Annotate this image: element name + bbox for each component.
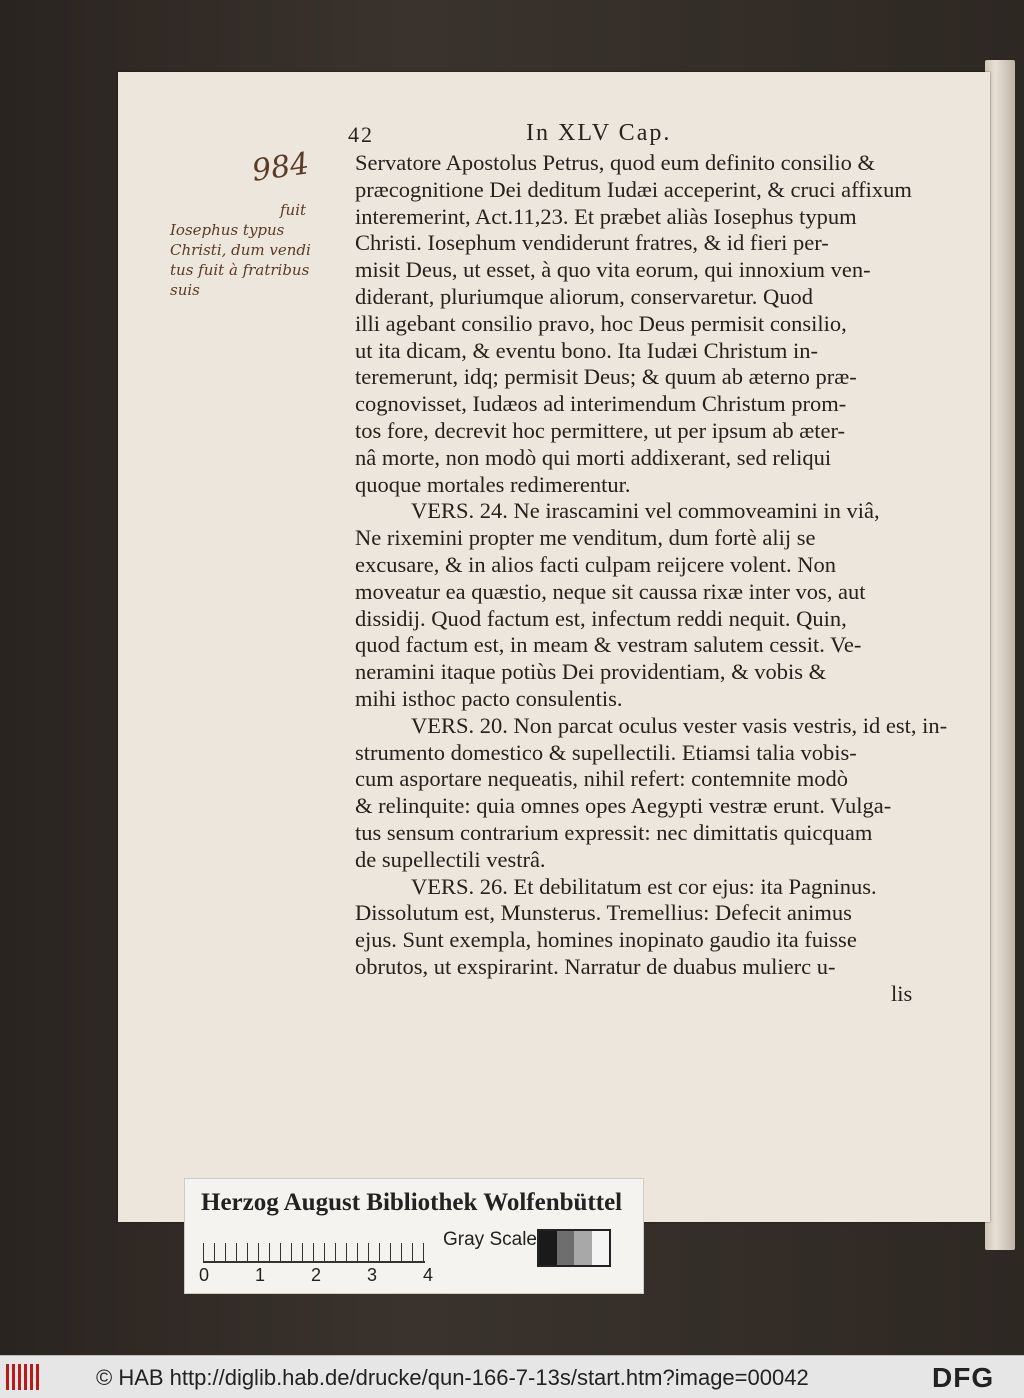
- text-line: ejus. Sunt exempla, homines inopinato gaudio ita fuisse: [355, 927, 857, 953]
- ruler-label: 1: [255, 1265, 266, 1285]
- ruler-label: 4: [423, 1265, 434, 1285]
- text-line: illi agebant consilio pravo, hoc Deus permisit consilio,: [355, 310, 847, 336]
- text-line: quoque mortales redimerentur.: [355, 471, 631, 497]
- source-url[interactable]: © HAB http://diglib.hab.de/drucke/qun-166-7-13s/start.htm?image=00042: [96, 1365, 809, 1390]
- body-text: [355, 150, 948, 1008]
- ruler-label: 3: [367, 1265, 378, 1285]
- text-line: dissidij. Quod factum est, infectum reddi nequit. Quin,: [355, 605, 847, 631]
- gray-swatch: [557, 1231, 575, 1265]
- text-line: mihi isthoc pacto consulentis.: [355, 685, 623, 711]
- text-line: neramini itaque potiùs Dei providentiam, & vobis &: [355, 659, 827, 685]
- text-line: Ne rixemini propter me venditum, dum fortè alij se: [355, 525, 816, 551]
- library-color-card: [184, 1178, 644, 1294]
- page-header: [348, 120, 768, 150]
- text-line: obrutos, ut exspirarint. Narratur de duabus mulierc u-: [355, 953, 836, 979]
- text-line: teremerunt, idq; permisit Deus; & quum ab æterno præ-: [355, 364, 857, 390]
- hab-logo-icon: [6, 1364, 40, 1390]
- text-line: Servatore Apostolus Petrus, quod eum definito consilio &: [355, 150, 875, 175]
- text-line: excusare, & in alios facti culpam reijcere volent. Non: [355, 551, 837, 577]
- annotation-line: Iosephus typus: [170, 221, 285, 239]
- gray-scale-label: Gray Scale: [443, 1229, 537, 1250]
- text-line: cognovisset, Iudæos ad interimendum Christum prom-: [355, 391, 847, 417]
- text-line: de supellectili vestrâ.: [355, 846, 546, 872]
- catchword: lis: [891, 980, 913, 1006]
- gray-swatch: [539, 1231, 557, 1265]
- verse-heading-line: VERS. 24. Ne irascamini vel commoveamini in viâ,: [411, 498, 880, 524]
- footer-bar: [0, 1355, 1024, 1398]
- text-line: strumento domestico & supellectili. Etiamsi talia vobis-: [355, 739, 857, 765]
- gray-scale-swatches: [537, 1229, 611, 1267]
- marginal-annotation: [170, 200, 340, 300]
- text-line: tus sensum contrarium expressit: nec dimittatis quicquam: [355, 819, 873, 845]
- annotation-line: suis: [170, 281, 200, 299]
- annotation-line: Christi, dum vendi: [170, 241, 311, 259]
- gray-swatch: [592, 1231, 610, 1265]
- running-title: In XLV Cap.: [526, 120, 672, 146]
- ruler-label: 0: [199, 1265, 210, 1285]
- text-line: Dissolutum est, Munsterus. Tremellius: Defecit animus: [355, 900, 852, 926]
- page-number: 42: [348, 122, 374, 147]
- text-line: ut ita dicam, & eventu bono. Ita Iudæi Christum in-: [355, 337, 819, 363]
- dfg-logo: DFG: [932, 1362, 995, 1393]
- text-line: cum asportare nequeatis, nihil refert: contemnite modò: [355, 766, 848, 792]
- text-line: interemerint, Act.11,23. Et præbet aliàs Iosephus typum: [355, 203, 857, 229]
- verse-heading-line: VERS. 26. Et debilitatum est cor ejus: ita Pagninus.: [411, 873, 877, 899]
- measurement-ruler: [203, 1231, 425, 1263]
- text-line: moveatur ea quæstio, neque sit caussa rixæ inter vos, aut: [355, 578, 866, 604]
- ruler-label: 2: [311, 1265, 322, 1285]
- marginal-number: 984: [249, 146, 312, 189]
- text-line: præcognitione Dei deditum Iudæi acceperint, & cruci affixum: [355, 176, 912, 202]
- text-line: diderant, pluriumque aliorum, conservaretur. Quod: [355, 283, 813, 309]
- text-line: tos fore, decrevit hoc permittere, ut per ipsum ab æter-: [355, 417, 846, 443]
- verse-heading-line: VERS. 20. Non parcat oculus vester vasis vestris, id est, in-: [411, 712, 948, 738]
- annotation-line: fuit: [280, 201, 307, 219]
- ruler-labels: [199, 1265, 439, 1285]
- text-line: misit Deus, ut esset, à quo vita eorum, qui innoxium ven-: [355, 257, 871, 283]
- text-line: & relinquite: quia omnes opes Aegypti vestræ erunt. Vulga-: [355, 793, 892, 819]
- annotation-line: tus fuit à fratribus: [170, 261, 310, 279]
- text-line: Christi. Iosephum vendiderunt fratres, & id fieri per-: [355, 230, 829, 256]
- library-name: Herzog August Bibliothek Wolfenbüttel: [201, 1189, 623, 1216]
- gray-swatch: [574, 1231, 592, 1265]
- text-line: quod factum est, in meam & vestram salutem cessit. Ve-: [355, 632, 862, 658]
- text-line: nâ morte, non modò qui morti addixerant, sed reliqui: [355, 444, 832, 470]
